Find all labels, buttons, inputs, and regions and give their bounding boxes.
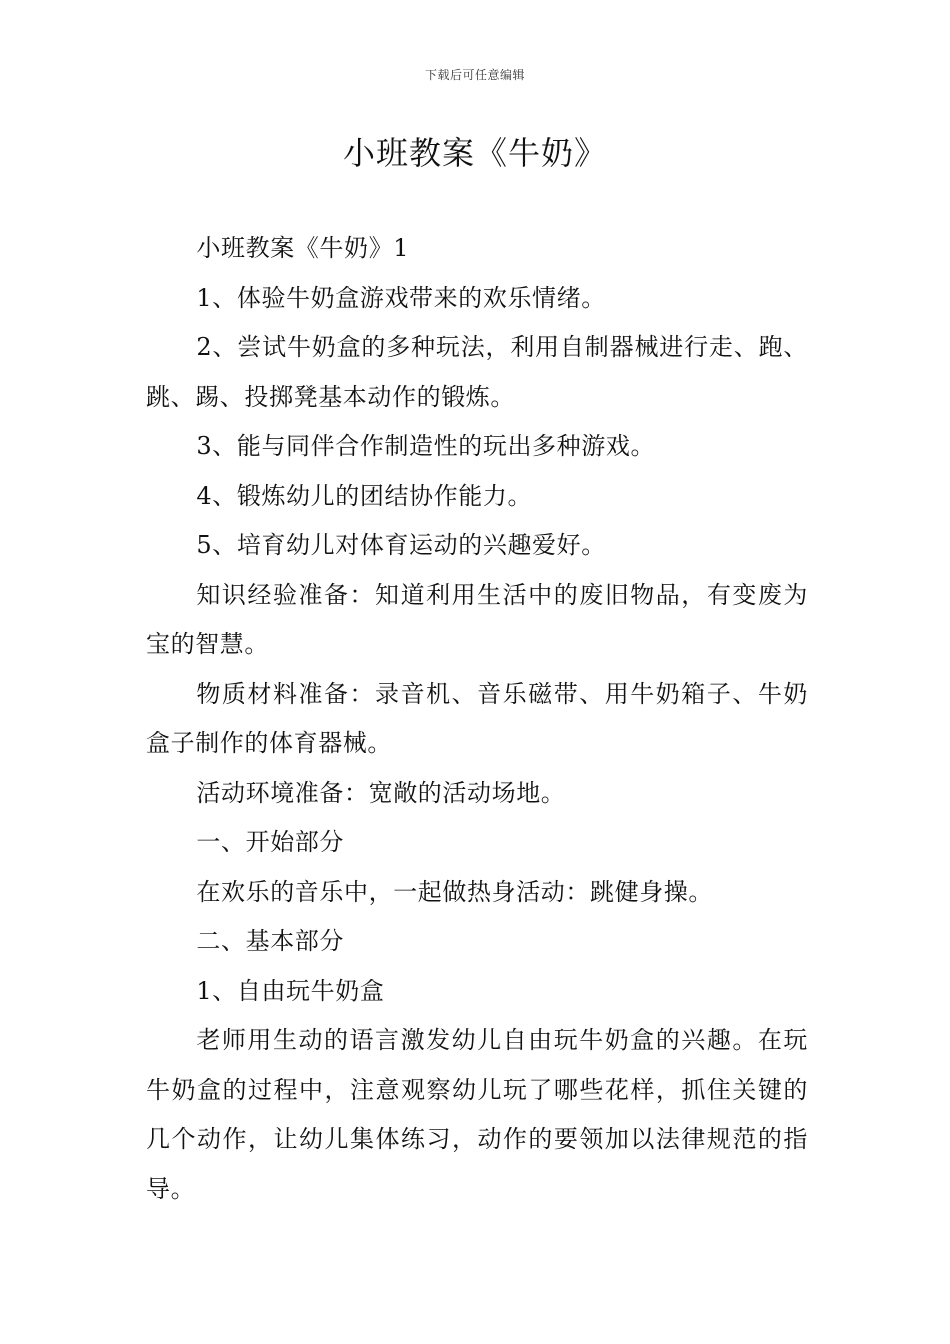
section-heading-basic: 二、基本部分	[196, 927, 344, 955]
paragraph-goal-3: 3、能与同伴合作制造性的玩出多种游戏。	[196, 432, 656, 460]
subsection-heading-free-play: 1、自由玩牛奶盒	[196, 976, 385, 1005]
paragraph-teacher-guidance: 老师用生动的语言激发幼儿自由玩牛奶盒的兴趣。在玩牛奶盒的过程中，注意观察幼儿玩了哪些花样，抓住关键的几个动作，让幼儿集体练习，动作的要领加以法律规范的指导。	[146, 1026, 808, 1203]
paragraph-goal-4: 4、锻炼幼儿的团结协作能力。	[196, 481, 533, 510]
paragraph-goal-1: 1、体验牛奶盒游戏带来的欢乐情绪。	[196, 283, 606, 312]
paragraph-goal-5: 5、培育幼儿对体育运动的兴趣爱好。	[196, 531, 606, 559]
paragraph-material-prep: 物质材料准备：录音机、音乐磁带、用牛奶箱子、牛奶盒子制作的体育器械。	[146, 679, 808, 757]
section-heading-start: 一、开始部分	[196, 828, 344, 856]
paragraph-environment-prep: 活动环境准备：宽敞的活动场地。	[196, 778, 566, 807]
paragraph-knowledge-prep: 知识经验准备：知道利用生活中的废旧物品，有变废为宝的智慧。	[146, 580, 808, 658]
paragraph-warmup: 在欢乐的音乐中，一起做热身活动：跳健身操。	[196, 877, 713, 906]
paragraph-subtitle: 小班教案《牛奶》1	[196, 234, 410, 262]
document-title: 小班教案《牛奶》	[342, 134, 607, 172]
header-note: 下载后可任意编辑	[424, 68, 525, 82]
paragraph-goal-2: 2、尝试牛奶盒的多种玩法，利用自制器械进行走、跑、跳、踢、投掷凳基本动作的锻炼。	[146, 333, 808, 411]
document-body	[146, 224, 808, 1214]
